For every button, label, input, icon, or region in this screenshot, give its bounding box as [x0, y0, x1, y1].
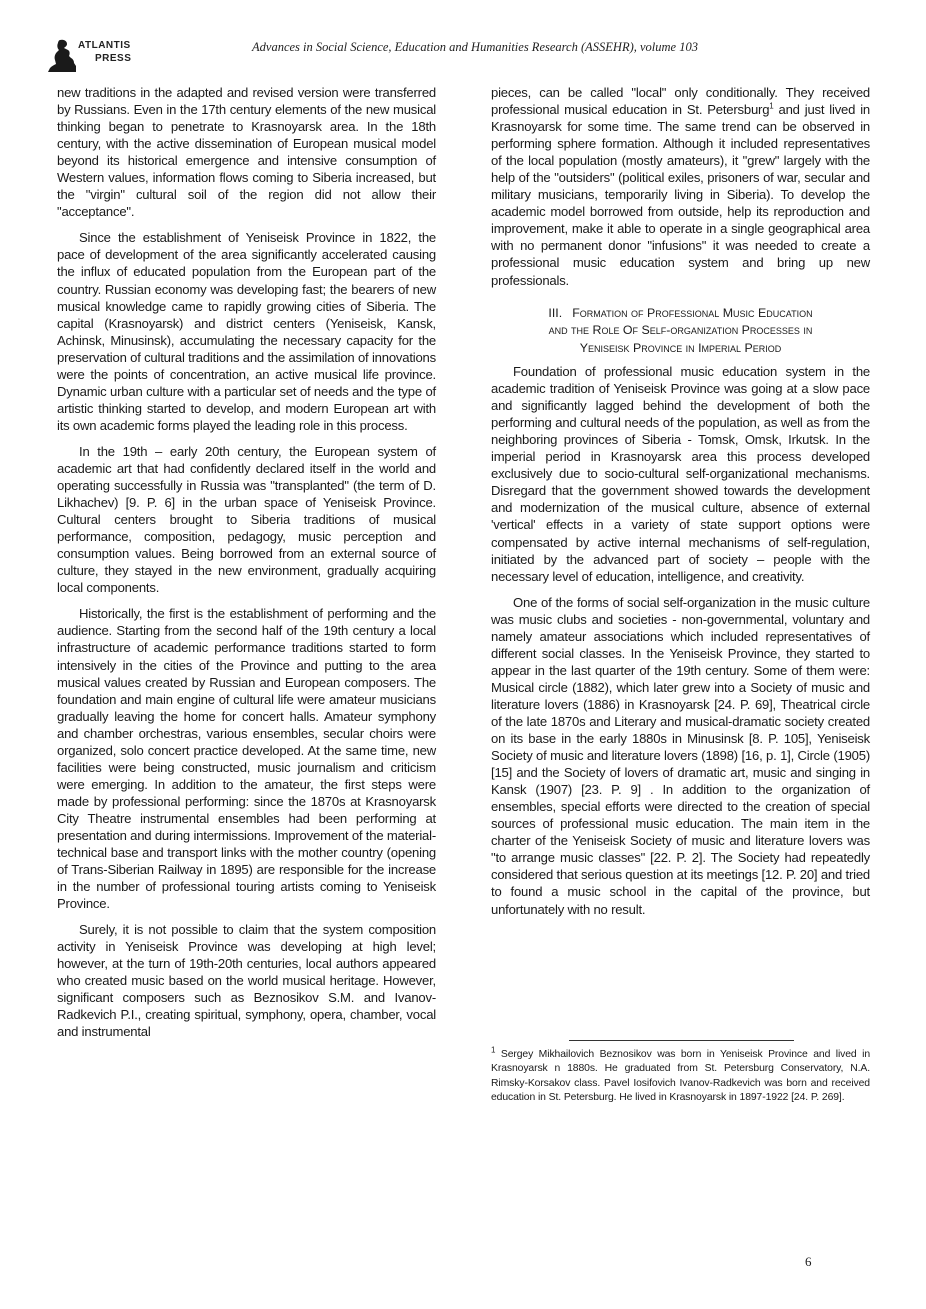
section-heading-line: Yeniseisk Province in Imperial Period	[579, 340, 782, 355]
page-header	[0, 0, 926, 80]
footnote	[491, 1045, 870, 1105]
left-column	[57, 84, 436, 1050]
body-paragraph: In the 19th – early 20th century, the European system of academic art that had confidently declared itself in the world and operating successfully in Russia was "transplanted" (the term of D. Likhachev) [9. P. 6] in the urban space of Yeniseisk Province. Cultural centers brought to Siberia traditions of musical performance, composition, pedagogy, music perception and consumption values. Being borrowed from an external source of culture, they stayed in the new environment, gradually acquiring local components.	[57, 443, 436, 596]
logo-text-line2: PRESS	[95, 53, 132, 64]
body-paragraph: new traditions in the adapted and revised version were transferred by Russians. Even in the 17th century elements of the new musical thinking began to penetrate to Krasnoyarsk area. In the 18th century, with the active dissemination of European musical model beyond its historical emergence and intensive consumption of Western values, information flows coming to Siberia increased, but the "virgin" cultural soil of the region did not allow their "acceptance".	[57, 85, 436, 220]
section-heading-line: Formation of Professional Music Education	[572, 305, 813, 320]
footnote-divider	[569, 1040, 794, 1041]
thinker-statue-icon	[46, 38, 80, 74]
body-paragraph: One of the forms of social self-organization in the music culture was music clubs and societies - non-governmental, voluntary and namely amateur associations which included representatives of different social classes. In the Yeniseisk Province, they started to appear in the last quarter of the 19th century. Some of them were: Musical circle (1882), which later grew into a Society of music and literature lovers (1886) in Krasnoyarsk [24. P. 69], Theatrical circle of the late 1870s and Literary and musical-dramatic society created on its base in the early 1880s in Minusinsk [8. P. 105], Yeniseisk Society of music and literature lovers (1898) [16, p. 1], Circle (1905) [15] and the Society of lovers of dramatic art, music and singing in Kansk (1907) [23. P. 9] . In addition to the organization of ensembles, special efforts were directed to the creation of special sources of professional music education. The main item in the charter of the Yeniseisk Society of music and literature lovers was "to arrange music classes" [22. P. 2]. The Society had repeatedly considered that serious question at its meetings [12. P. 20] and tried to found a music school in the capital of the province, but unfortunately with no result.	[491, 594, 870, 917]
body-paragraph: Historically, the first is the establishment of performing and the audience. Starting from the second half of the 19th century a local infrastructure of academic performance traditions started to form intensively in the cities of the Province and putting to the area musical values created by Russian and European composers. The foundation and main engine of cultural life were amateur musicians gradually leaving the home for concert halls. Amateur symphony and chamber orchestras, various ensembles, secular choirs were organized, solo concert practice developed. At the same time, new facilities were being constructed, music journalism and criticism were emerging. In addition to the amateur, the first steps were made by professional performing: since the 1870s at Krasnoyarsk City Theatre instrumental ensembles had been performing at presentation and during intermissions. Improvement of the material-technical base and transport links with the mother country (opening of Trans-Siberian Railway in 1895) are responsible for the increase in the number of professional touring artists coming to Yeniseisk Province.	[57, 606, 436, 912]
body-paragraph: Surely, it is not possible to claim that the system composition activity in Yeniseisk Province was developing at high level; however, at the turn of 19th-20th centuries, local authors appeared who created music based on the world musical heritage. However, significant composers such as Beznosikov S.M. and Ivanov-Radkevich P.I., creating spiritual, symphony, opera, chamber, vocal and instrumental	[57, 922, 436, 1040]
footnote-mark: 1	[491, 1045, 496, 1055]
logo-text-line1: ATLANTIS	[78, 40, 131, 51]
right-column	[491, 84, 870, 927]
body-paragraph: Foundation of professional music education system in the academic tradition of Yeniseisk Province was going at a slow pace and significantly lagged behind the development of both the performing and cultural needs of the population, as well as from the neighboring provinces of Siberia - Tomsk, Omsk, Irkutsk. In the imperial period in Krasnoyarsk area this process developed exclusively due to socio-cultural self-organizational mechanisms. Disregard that the government showed towards the development and modernization of the musical culture, absence of external 'vertical' effects in a variety of state support options were compensated by active internal mechanisms of self-regulation, initiated by the advanced part of society – people with the necessary level of education, intelligence, and creativity.	[491, 364, 870, 584]
footnote-text: Sergey Mikhailovich Beznosikov was born in Yeniseisk Province and lived in Krasnoyarsk n 1880s. He graduated from St. Petersburg Conservatory, N.A. Rimsky-Korsakov class. Pavel Iosifovich Ivanov-Radkevich was born and received education in St. Petersburg. He lived in Krasnoyarsk in 1897-1922 [24. P. 269].	[491, 1049, 870, 1103]
section-heading	[491, 305, 870, 358]
journal-title: Advances in Social Science, Education and Humanities Research (ASSEHR), volume 103	[252, 40, 698, 54]
atlantis-press-logo	[46, 38, 146, 78]
paragraph-text: and just lived in Krasnoyarsk for some time. The same trend can be observed in performing sphere formation. Although it included representatives of the local population (mostly amateurs), it "grew" largely with the help of the "outsiders" (political exiles, prisoners of war, secular and military musicians, temporarily living in Siberia). To develop the academic model borrowed from outside, help its reproduction and improvement, make it able to operate in a single geographical area with no permanent donor "infusions" it was needed to create a professional music education system and bring up new professionals.	[491, 102, 870, 288]
page-number: 6	[805, 1254, 812, 1269]
body-paragraph	[491, 84, 870, 289]
footnote-reference[interactable]: 1	[769, 101, 774, 111]
section-heading-line: and the Role Of Self-organization Processes in	[548, 323, 813, 338]
body-paragraph: Since the establishment of Yeniseisk Province in 1822, the pace of development of the area significantly accelerated causing the influx of educated population from the European part of the country. Russian economy was developing fast; the bearers of new musical knowledge came to rapidly growing cities of Siberia. The capital (Krasnoyarsk) and district centers (Yeniseisk, Kansk, Achinsk, Minusinsk), accumulating the necessary capacity for the preservation of cultural traditions and the assimilation of innovations were the points of concentration, an active musical life province. Dynamic urban culture with a particular set of needs and the type of artistic thinking started to develop, and modern European art with its own academic forms played the leading role in this process.	[57, 230, 436, 433]
paragraph-text: pieces, can be called "local" only conditionally. They received professional musical education in St. Petersburg	[491, 85, 870, 118]
section-number: III.	[548, 305, 563, 320]
